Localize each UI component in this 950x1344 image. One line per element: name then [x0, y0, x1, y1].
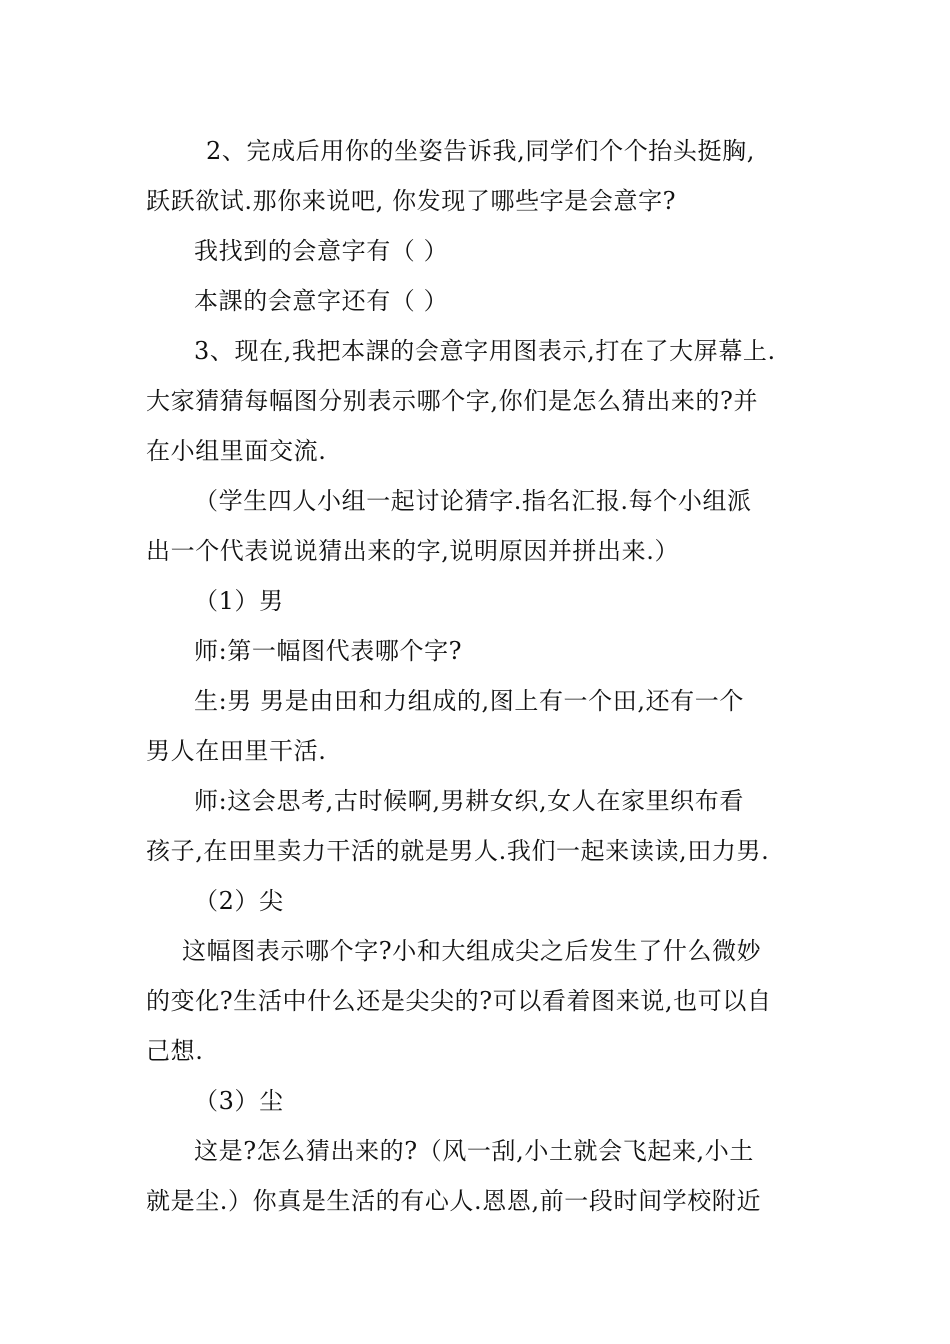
text-line-21: 这是?怎么猜出来的?（风一刮,小土就会飞起来,小土	[194, 1137, 754, 1165]
text-line-3: 我找到的会意字有（ ）	[194, 237, 449, 265]
text-line-18: 的变化?生活中什么还是尖尖的?可以看着图来说,也可以自	[146, 987, 772, 1015]
text-line-14: 师:这会思考,古时候啊,男耕女织,女人在家里织布看	[194, 787, 744, 815]
text-line-2: 跃跃欲试.那你来说吧, 你发现了哪些字是会意字?	[146, 187, 677, 215]
text-line-10: （1）男	[194, 587, 284, 615]
text-line-4: 本課的会意字还有（ ）	[194, 287, 449, 315]
text-line-6: 大家猜猜每幅图分别表示哪个字,你们是怎么猜出来的?并	[146, 387, 759, 415]
text-line-7: 在小组里面交流.	[146, 437, 327, 465]
text-line-16: （2）尖	[194, 887, 284, 915]
text-line-17: 这幅图表示哪个字?小和大组成尖之后发生了什么微妙	[182, 937, 762, 965]
text-line-19: 己想.	[146, 1037, 204, 1065]
text-line-22: 就是尘.）你真是生活的有心人.恩恩,前一段时间学校附近	[146, 1187, 762, 1215]
text-line-13: 男人在田里干活.	[146, 737, 327, 765]
text-line-8: （学生四人小组一起讨论猜字.指名汇报.每个小组派	[194, 487, 752, 515]
text-line-5: 3、现在,我把本課的会意字用图表示,打在了大屏幕上.	[194, 337, 776, 365]
text-line-1: 2、完成后用你的坐姿告诉我,同学们个个抬头挺胸,	[206, 137, 755, 165]
text-line-9: 出一个代表说说猜出来的字,说明原因并拼出来.）	[146, 537, 680, 565]
text-line-12: 生:男 男是由田和力组成的,图上有一个田,还有一个	[194, 687, 744, 715]
text-line-11: 师:第一幅图代表哪个字?	[194, 637, 463, 665]
text-line-20: （3）尘	[194, 1087, 284, 1115]
text-line-15: 孩子,在田里卖力干活的就是男人.我们一起来读读,田力男.	[146, 837, 770, 865]
